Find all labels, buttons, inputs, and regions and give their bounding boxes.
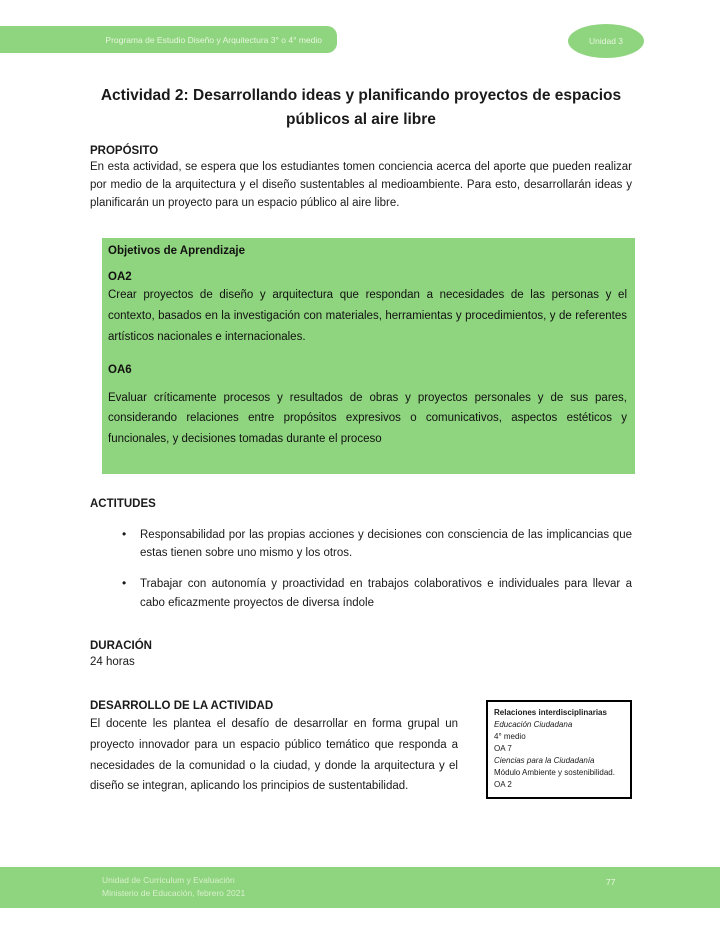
activity-title: Actividad 2: Desarrollando ideas y planificando proyectos de espacios públicos al aire libre	[100, 87, 622, 129]
objective-text: Evaluar críticamente procesos y resultados de obras y proyectos personales y de sus pares, considerando relaciones entre propósitos expresivos o comunicativos, aspectos estéticos y funcionales, y decisiones tomadas durante el proceso	[108, 391, 627, 445]
unit-badge	[568, 24, 644, 58]
duracion-heading: DURACIÓN	[90, 640, 152, 653]
bullet-icon: •	[122, 526, 127, 541]
interdisciplinary-line: 4° medio	[494, 732, 526, 742]
section-proposito	[90, 145, 632, 212]
desarrollo-body: El docente les plantea el desafío de desarrollar en forma grupal un proyecto innovador para un espacio público temático que responda a necesidades de la comunidad o la ciudad, y donde la arquitectura y el diseño se integran, aplicando los principios de sustentabilidad.	[90, 718, 458, 793]
bullet-icon: •	[122, 576, 127, 591]
proposito-heading: PROPÓSITO	[90, 145, 159, 158]
page-number: 77	[606, 877, 616, 887]
desarrollo-heading: DESARROLLO DE LA ACTIVIDAD	[90, 700, 274, 713]
proposito-body: En esta actividad, se espera que los estudiantes tomen conciencia acerca del aporte que pueden realizar por medio de la arquitectura y el diseño sustentables al medioambiente. Para esto, desarrollarán ideas y planificarán un proyecto para un espacio público al aire libre.	[90, 161, 632, 209]
section-desarrollo	[90, 700, 632, 799]
objective-item	[108, 364, 627, 450]
actitud-text: Trabajar con autonomía y proactividad en trabajos colaborativos e individuales para llevar a cabo eficazmente proyectos de diversa índole	[140, 578, 632, 609]
list-item	[90, 575, 632, 612]
header-program-label: Programa de Estudio Diseño y Arquitectura 3° o 4° medio	[105, 34, 322, 45]
objective-text: Crear proyectos de diseño y arquitectura que respondan a necesidades de las personas y el contexto, basados en la investigación con materiales, herramientas y procedimientos, y de referentes artísticos nacionales e internacionales.	[108, 289, 627, 343]
interdisciplinary-heading: Relaciones interdisciplinarias	[494, 708, 607, 718]
main-content	[90, 84, 632, 799]
desarrollo-text-column	[90, 700, 458, 797]
interdisciplinary-line: OA 2	[494, 780, 512, 790]
objective-code: OA6	[108, 363, 132, 376]
section-actitudes	[90, 498, 632, 613]
list-item	[90, 526, 632, 563]
unit-badge-label: Unidad 3	[588, 36, 624, 46]
interdisciplinary-line: Módulo Ambiente y sostenibilidad.	[494, 768, 615, 778]
footer-bar	[0, 867, 720, 908]
actitudes-list	[90, 526, 632, 613]
objectives-heading: Objetivos de Aprendizaje	[108, 245, 245, 258]
duracion-value: 24 horas	[90, 656, 135, 669]
footer-ministry-line: Ministerio de Educación, febrero 2021	[102, 888, 246, 899]
interdisciplinary-line: OA 7	[494, 744, 512, 754]
interdisciplinary-line: Ciencias para la Ciudadanía	[494, 756, 595, 766]
actitudes-heading: ACTITUDES	[90, 497, 156, 510]
objective-item	[108, 271, 627, 347]
learning-objectives-box	[102, 238, 635, 473]
header-program-bar	[0, 26, 337, 53]
interdisciplinary-line: Educación Ciudadana	[494, 720, 573, 730]
actitud-text: Responsabilidad por las propias acciones y decisiones con consciencia de las implicancias que estas tienen sobre uno mismo y los otros.	[140, 528, 632, 559]
interdisciplinary-box	[486, 700, 632, 799]
objective-code: OA2	[108, 271, 132, 284]
footer-org-line: Unidad de Curriculum y Evaluación	[102, 875, 235, 885]
section-duracion	[90, 640, 632, 668]
